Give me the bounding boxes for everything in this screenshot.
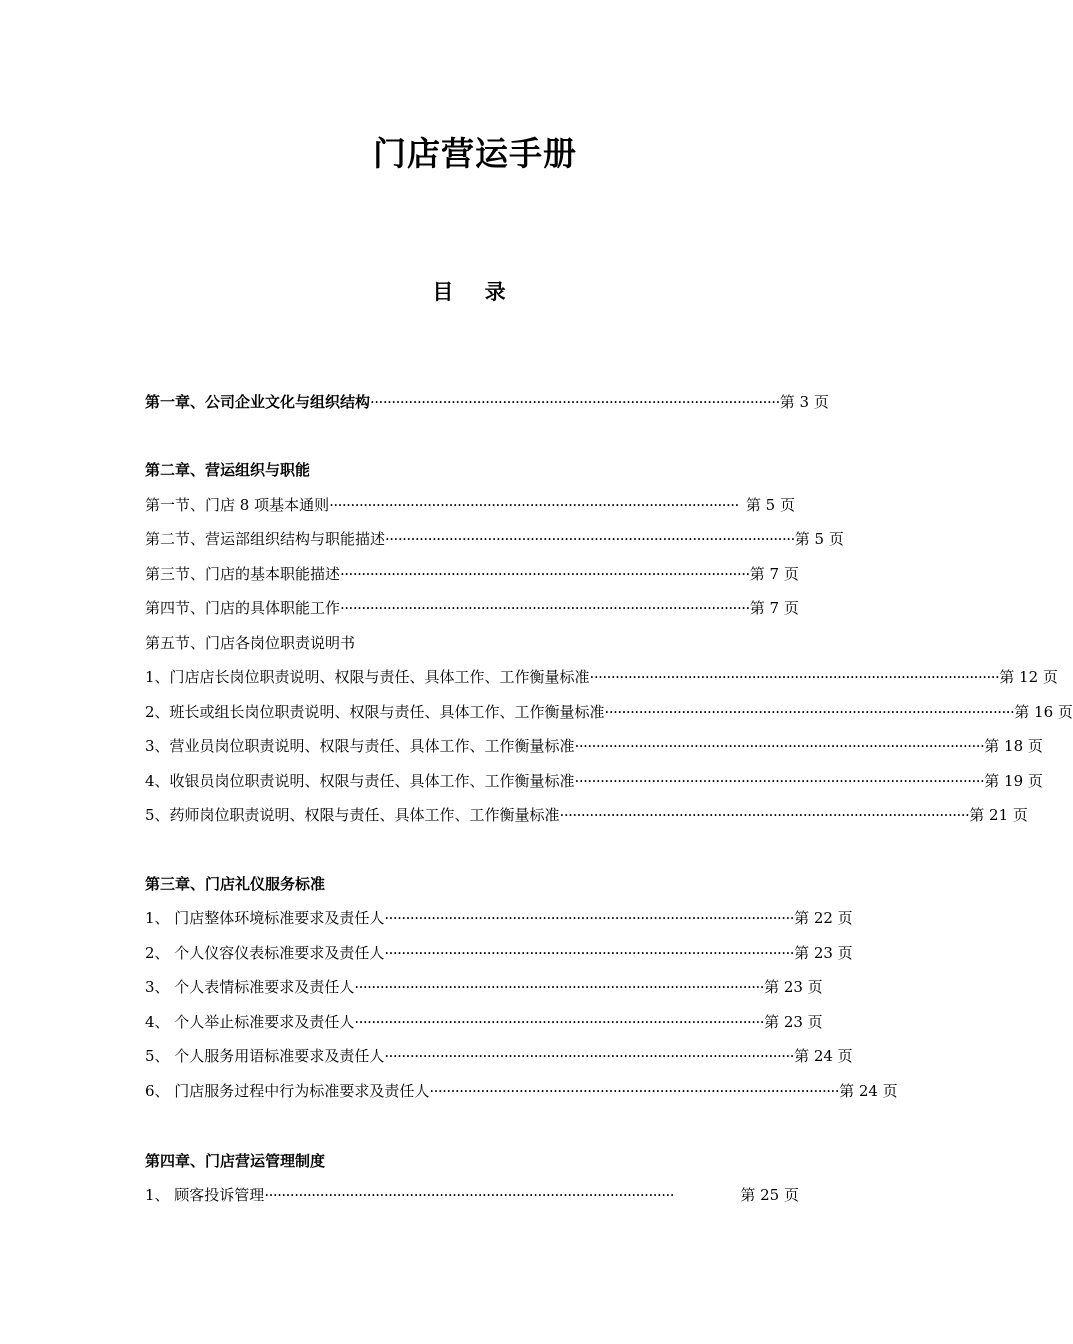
toc-dot-leader: ································································································: [354, 1013, 765, 1031]
toc-dot-leader: ································································································: [384, 944, 795, 962]
toc-entry-label: 第三章、门店礼仪服务标准: [145, 875, 326, 893]
toc-entry-section-2-2[interactable]: [145, 528, 844, 550]
toc-dot-leader: ································································································: [370, 393, 780, 411]
toc-entry-label: 1、 顾客投诉管理: [145, 1186, 265, 1204]
toc-entry-label: 2、 个人仪容仪表标准要求及责任人: [145, 944, 385, 962]
toc-entry-chapter-1[interactable]: [145, 391, 829, 413]
toc-entry-item-2-5-5[interactable]: [145, 804, 1028, 826]
toc-entry-label: 2、班长或组长岗位职责说明、权限与责任、具体工作、工作衡量标准: [145, 703, 605, 721]
toc-entry-item-2-5-4[interactable]: [145, 770, 1043, 792]
toc-entry-page: 第 12 页: [999, 668, 1058, 686]
toc-dot-leader: ································································································: [329, 496, 739, 514]
toc-entry-item-2-5-1[interactable]: [145, 666, 1058, 688]
toc-entry-item-3-2[interactable]: [145, 942, 853, 964]
toc-entry-page: 第 19 页: [984, 772, 1043, 790]
toc-entry-page: 第 25 页: [740, 1186, 799, 1204]
toc-entry-chapter-3[interactable]: [145, 873, 325, 895]
toc-entry-section-2-5[interactable]: [145, 632, 355, 654]
toc-entry-item-3-4[interactable]: [145, 1011, 823, 1033]
toc-entry-section-2-4[interactable]: [145, 597, 799, 619]
toc-entry-page: 第 23 页: [764, 978, 823, 996]
toc-heading: 目 录: [432, 279, 518, 304]
toc-entry-page: 第 22 页: [794, 909, 853, 927]
toc-entry-page: 第 7 页: [749, 599, 799, 617]
toc-entry-item-4-1[interactable]: [145, 1184, 799, 1206]
toc-entry-page: 第 23 页: [794, 944, 853, 962]
toc-dot-leader: ································································································: [384, 909, 795, 927]
toc-dot-leader: ································································································: [574, 737, 985, 755]
toc-entry-item-3-1[interactable]: [145, 907, 853, 929]
toc-dot-leader: ································································································: [385, 530, 795, 548]
toc-entry-page: 第 5 页: [794, 530, 844, 548]
toc-entry-page: 第 18 页: [984, 737, 1043, 755]
toc-dot-leader: ································································································: [574, 772, 985, 790]
toc-entry-page: 第 23 页: [764, 1013, 823, 1031]
toc-entry-label: 第四节、门店的具体职能工作: [145, 599, 341, 617]
toc-entry-page: 第 21 页: [969, 806, 1028, 824]
toc-entry-page: 第 24 页: [794, 1047, 853, 1065]
toc-dot-leader: ································································································: [264, 1186, 675, 1204]
toc-entry-label: 1、门店店长岗位职责说明、权限与责任、具体工作、工作衡量标准: [145, 668, 590, 686]
toc-entry-label: 4、收银员岗位职责说明、权限与责任、具体工作、工作衡量标准: [145, 772, 575, 790]
toc-entry-label: 3、 个人表情标准要求及责任人: [145, 978, 355, 996]
toc-entry-label: 第三节、门店的基本职能描述: [145, 565, 341, 583]
toc-entry-label: 5、药师岗位职责说明、权限与责任、具体工作、工作衡量标准: [145, 806, 560, 824]
toc-entry-label: 第二章、营运组织与职能: [145, 461, 311, 479]
toc-entry-label: 第五节、门店各岗位职责说明书: [145, 634, 356, 652]
document-title: 门店营运手册: [373, 134, 577, 173]
toc-entry-section-2-1[interactable]: [145, 494, 795, 516]
toc-entry-item-3-6[interactable]: [145, 1080, 898, 1102]
toc-entry-page: 第 5 页: [745, 496, 795, 514]
toc-entry-chapter-2[interactable]: [145, 459, 310, 481]
toc-entry-page: 第 16 页: [1014, 703, 1073, 721]
toc-dot-leader: ································································································: [384, 1047, 795, 1065]
toc-dot-leader: ································································································: [340, 599, 750, 617]
toc-entry-item-2-5-2[interactable]: [145, 701, 1073, 723]
toc-entry-label: 5、 个人服务用语标准要求及责任人: [145, 1047, 385, 1065]
toc-entry-chapter-4[interactable]: [145, 1150, 325, 1172]
toc-entry-label: 6、 门店服务过程中行为标准要求及责任人: [145, 1082, 430, 1100]
toc-dot-leader: ································································································: [604, 703, 1015, 721]
toc-entry-label: 第二节、营运部组织结构与职能描述: [145, 530, 386, 548]
toc-entry-section-2-3[interactable]: [145, 563, 799, 585]
toc-dot-leader: ································································································: [340, 565, 750, 583]
toc-dot-leader: ································································································: [589, 668, 1000, 686]
toc-entry-label: 1、 门店整体环境标准要求及责任人: [145, 909, 385, 927]
toc-entry-page: 第 24 页: [839, 1082, 898, 1100]
toc-dot-leader: ································································································: [354, 978, 765, 996]
toc-entry-item-2-5-3[interactable]: [145, 735, 1043, 757]
toc-entry-page: 第 7 页: [749, 565, 799, 583]
toc-entry-page: 第 3 页: [779, 393, 829, 411]
toc-entry-label: 3、营业员岗位职责说明、权限与责任、具体工作、工作衡量标准: [145, 737, 575, 755]
toc-dot-leader: ································································································: [559, 806, 970, 824]
toc-entry-label: 第一节、门店 8 项基本通则: [145, 496, 330, 514]
toc-dot-leader: ································································································: [429, 1082, 840, 1100]
toc-entry-label: 第一章、公司企业文化与组织结构: [145, 393, 371, 411]
toc-entry-label: 第四章、门店营运管理制度: [145, 1152, 326, 1170]
toc-entry-item-3-5[interactable]: [145, 1045, 853, 1067]
toc-entry-label: 4、 个人举止标准要求及责任人: [145, 1013, 355, 1031]
toc-entry-item-3-3[interactable]: [145, 976, 823, 998]
